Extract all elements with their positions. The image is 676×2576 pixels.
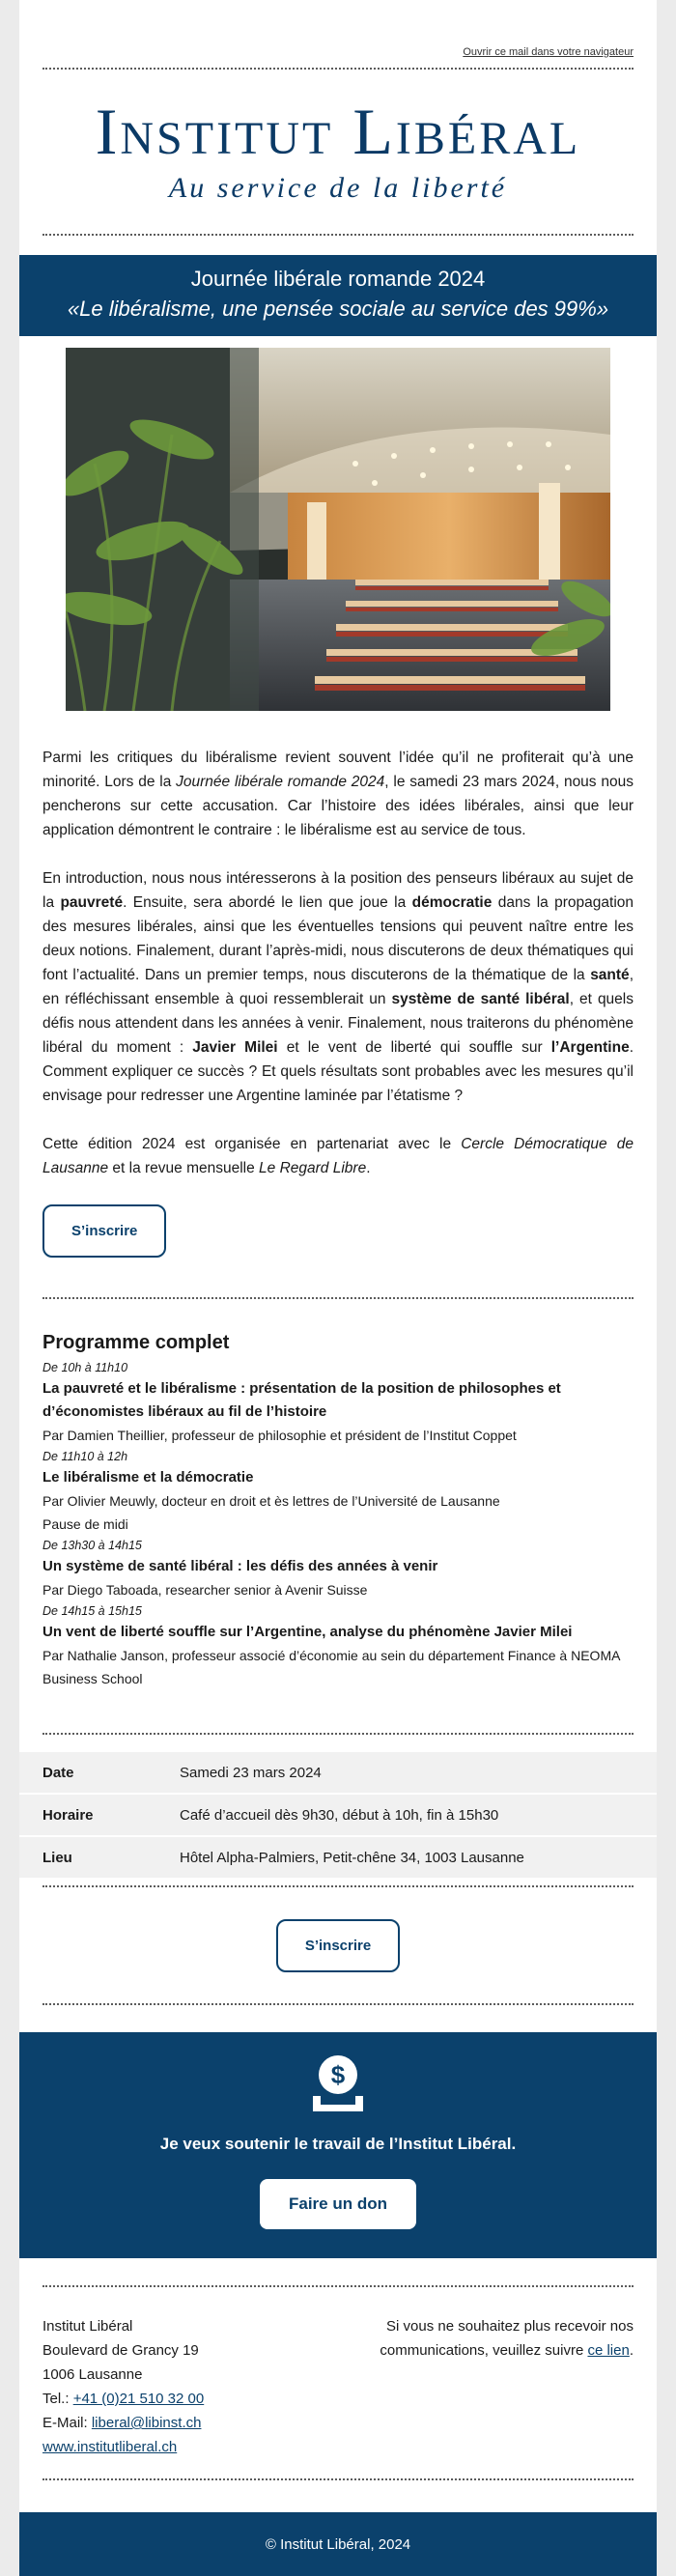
intro-paragraph-2 [42,866,634,1108]
divider [42,2478,634,2480]
info-row [19,1795,657,1837]
intro-text-segment: Cette édition 2024 est organisée en partenariat avec le [42,1136,462,1152]
logo-wordmark: Institut Libéral [95,95,581,168]
divider [42,1297,634,1299]
intro-text-segment: Journée libérale romande 2024 [176,774,385,790]
divider [42,2285,634,2287]
event-banner [19,255,657,336]
intro-text-segment: . Ensuite, sera abordé le lien que joue la [123,894,412,911]
programme-plain: Pause de midi [42,1516,128,1532]
copyright-text: © Institut Libéral, 2024 [265,2535,411,2553]
divider [42,234,634,236]
info-row [19,1752,657,1795]
donation-dollar-icon [310,2053,366,2113]
programme-time: De 11h10 à 12h [42,1450,128,1463]
conference-room-image [66,348,610,711]
register-button-row [19,1887,657,2003]
donation-section [19,2032,657,2258]
programme-time: De 10h à 11h10 [42,1361,128,1374]
intro-text-segment: , en réfléchissant ensemble à quoi ressemblerait un [42,967,634,1007]
intro-text-segment: pauvreté [60,894,124,911]
intro-text-segment: Javier Milei [192,1039,278,1056]
preheader [19,0,657,68]
intro-text-segment: Cercle Démocratique de Lausanne [42,1136,634,1176]
unsubscribe-end: . [629,2342,634,2359]
register-button[interactable]: S’inscrire [42,1204,166,1258]
event-subtitle: «Le libéralisme, une pensée sociale au service des 99%» [67,297,609,321]
programme-speaker: Par Diego Taboada, researcher senior à Avenir Suisse [42,1582,368,1598]
intro-text-segment: Parmi les critiques du libéralisme revient souvent l’idée qu’il ne profiterait qu’à une minorité. Lors de la [42,750,634,790]
register-button-secondary[interactable]: S’inscrire [276,1919,400,1972]
info-key: Date [42,1764,74,1781]
unsubscribe-link[interactable]: ce lien [587,2342,630,2359]
intro-text-segment: . Comment expliquer ce succès ? Et quels résultats sont probables avec les mesures qu’il envisage pour redresser une Argentine laminée par l’étatisme ? [42,1039,634,1104]
programme-item [42,1513,634,1536]
website-link[interactable]: www.institutliberal.ch [42,2439,178,2455]
intro-text-segment: , et quels défis nous attendent dans les années à venir. Finalement, nous traiterons du phénomène libéral du moment : [42,991,634,1056]
intro-text-segment: système de santé libéral [391,991,570,1007]
view-in-browser-link[interactable]: Ouvrir ce mail dans votre navigateur [463,46,634,58]
svg-text:$: $ [330,2060,346,2089]
footer-email [42,2411,204,2435]
programme-list [42,1358,634,1690]
unsubscribe-text: Si vous ne souhaitez plus recevoir nos communications, veuillez suivre [380,2318,634,2359]
info-key: Lieu [42,1849,72,1866]
intro-text-segment: En introduction, nous nous intéresserons à la position des penseurs libéraux au sujet de la [42,870,634,911]
intro-text-segment: santé [590,967,630,983]
venue-photo [66,348,610,711]
intro-text-segment: et la revue mensuelle [108,1160,260,1176]
tel-label: Tel.: [42,2391,73,2407]
programme-item [42,1536,634,1601]
programme-title: Un vent de liberté souffle sur l’Argentine, analyse du phénomène Javier Milei [42,1624,573,1640]
event-title: Journée libérale romande 2024 [190,267,486,291]
intro-text-segment: l’Argentine [550,1039,630,1056]
footer-tel [42,2387,204,2411]
programme-heading: Programme complet [42,1332,230,1353]
divider [42,1733,634,1735]
intro-paragraph-3 [42,1132,634,1180]
info-value: Hôtel Alpha-Palmiers, Petit-chêne 34, 1003 Lausanne [180,1849,524,1866]
intro-text-segment: Le Regard Libre [259,1160,367,1176]
intro-paragraph-1 [42,746,634,842]
register-button-row [42,1204,634,1297]
info-value: Café d’accueil dès 9h30, début à 10h, fin à 15h30 [180,1806,499,1824]
programme-speaker: Par Olivier Meuwly, docteur en droit et ès lettres de l’Université de Lausanne [42,1493,500,1509]
programme-speaker: Par Nathalie Janson, professeur associé d’économie au sein du département Finance à NEOMA Business School [42,1648,620,1686]
programme-item [42,1601,634,1690]
copyright-bar [19,2512,657,2576]
intro-text-segment: , le samedi 23 mars 2024, nous nous pencherons sur cette accusation. Car l’histoire des idées libérales, ainsi que leur application démontrent le contraire : le libéralisme est au service de tous. [42,774,634,838]
logo-tagline: Au service de la liberté [168,172,508,204]
intro-text-segment: démocratie [411,894,493,911]
info-value: Samedi 23 mars 2024 [180,1764,322,1781]
logo[interactable] [19,70,657,234]
footer-contact [42,2314,634,2478]
donate-button[interactable]: Faire un don [260,2179,416,2229]
intro-text-segment: . [366,1160,371,1176]
programme-item [42,1358,634,1447]
footer-address [42,2314,204,2478]
phone-link[interactable]: +41 (0)21 510 32 00 [72,2391,205,2407]
programme-speaker: Par Damien Theillier, professeur de philosophie et président de l’Institut Coppet [42,1428,517,1443]
programme-time: De 14h15 à 15h15 [42,1604,142,1618]
programme-section [42,1332,634,1690]
donation-message: Je veux soutenir le travail de l’Institut Libéral. [159,2135,517,2153]
footer-street: Boulevard de Grancy 19 [42,2342,199,2359]
event-info-table [19,1752,657,1880]
programme-time: De 13h30 à 14h15 [42,1539,142,1552]
info-row [19,1837,657,1880]
programme-title: Un système de santé libéral : les défis des années à venir [42,1558,438,1574]
email-label: E-Mail: [42,2415,92,2431]
info-key: Horaire [42,1806,94,1824]
programme-title: La pauvreté et le libéralisme : présentation de la position de philosophes et d’économistes libéraux au fil de l’histoire [42,1380,561,1420]
footer-unsubscribe [344,2314,634,2478]
footer-org: Institut Libéral [42,2318,133,2335]
programme-item [42,1447,634,1513]
programme-title: Le libéralisme et la démocratie [42,1469,254,1486]
email-link[interactable]: liberal@libinst.ch [91,2415,202,2431]
intro-text-segment: et le vent de liberté qui souffle sur [277,1039,551,1056]
intro-text [42,746,634,1180]
email-container [19,0,657,2576]
intro-text-segment: dans la propagation des mesures libérales, ainsi que les éventuelles tensions qui peuvent naître entre les deux notions. Finalement, durant l’après-midi, nous discuterons de deux thématiques qui font l’actualité. Dans un premier temps, nous discuterons de la thématique de la [42,894,634,983]
footer-city: 1006 Lausanne [42,2366,143,2383]
